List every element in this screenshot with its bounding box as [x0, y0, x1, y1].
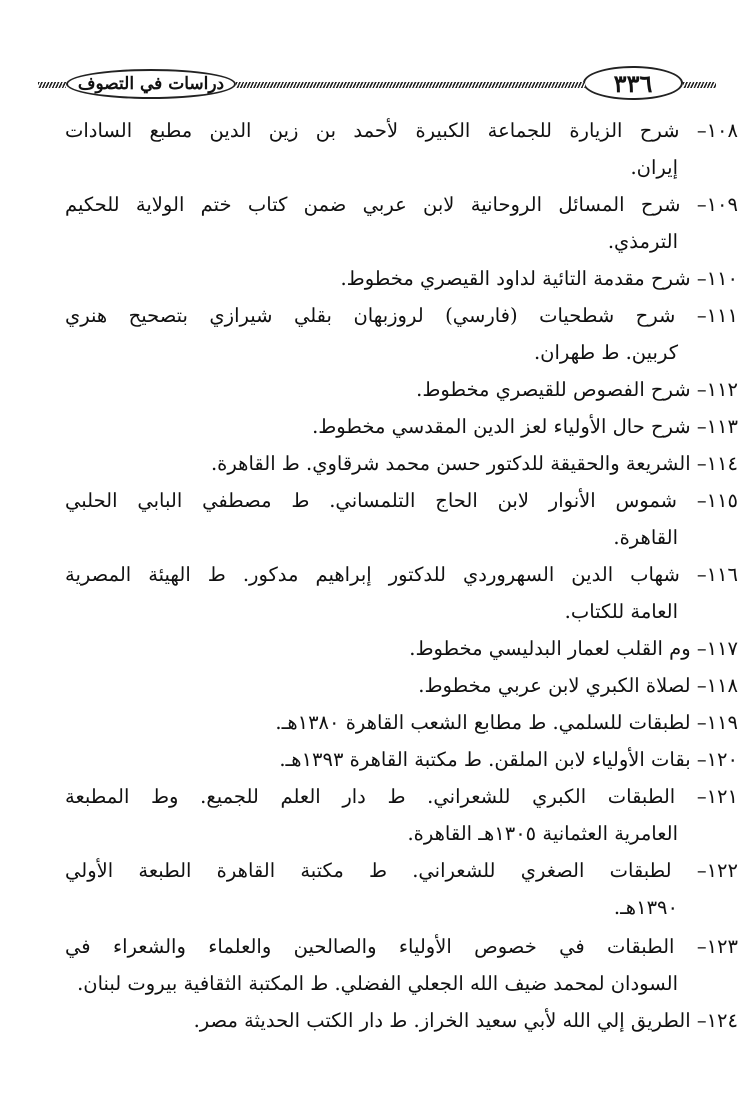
entry-113: ١١٣– شرح حال الأولياء لعز الدين المقدسي مخطوط.	[312, 415, 738, 438]
entry-117: ١١٧– وم القلب لعمار البدليسي مخطوط.	[409, 637, 738, 660]
header-rule-middle	[236, 82, 585, 88]
entry-115-line-1: ١١٥– شموس الأنوار لابن الحاج التلمساني. ط مصطفي البابي الحلبي	[65, 489, 738, 512]
page-number: ٣٣٦	[583, 66, 683, 100]
entry-112: ١١٢– شرح الفصوص للقيصري مخطوط.	[416, 378, 738, 401]
entry-118: ١١٨– لصلاة الكبري لابن عربي مخطوط.	[418, 674, 738, 697]
entry-121-line-1: ١٢١– الطبقات الكبري للشعراني. ط دار العلم للجميع. وط المطبعة	[65, 785, 738, 808]
book-title: دراسات في التصوف	[66, 69, 236, 99]
entry-116-line-1: ١١٦– شهاب الدين السهروردي للدكتور إبراهيم مدكور. ط الهيئة المصرية	[65, 563, 738, 586]
entry-111-line-1: ١١١– شرح شطحيات (فارسي) لروزبهان بقلي شيرازي بتصحيح هنري	[65, 304, 738, 327]
entry-108-line-1: ١٠٨– شرح الزيارة للجماعة الكبيرة لأحمد بن زين الدين مطبع السادات	[65, 119, 738, 142]
entry-109-line-2: الترمذي.	[607, 230, 678, 253]
entry-114: ١١٤– الشريعة والحقيقة للدكتور حسن محمد شرقاوي. ط القاهرة.	[210, 452, 738, 475]
header-rule-left	[38, 82, 66, 88]
entry-120: ١٢٠– بقات الأولياء لابن الملقن. ط مكتبة القاهرة ١٣٩٣هـ.	[279, 748, 738, 771]
entry-123-line-2: السودان لمحمد ضيف الله الجعلي الفضلي. ط المكتبة الثقافية بيروت لبنان.	[77, 972, 678, 995]
entry-111-line-2: كربين. ط طهران.	[533, 341, 678, 364]
header-rule-right	[683, 82, 716, 88]
entry-122-line-2: ١٣٩٠هـ.	[613, 896, 678, 919]
entry-122-line-1: ١٢٢– لطبقات الصغري للشعراني. ط مكتبة القاهرة الطبعة الأولي	[65, 859, 738, 882]
entry-115-line-2: القاهرة.	[613, 526, 678, 549]
entry-119: ١١٩– لطبقات للسلمي. ط مطابع الشعب القاهرة ١٣٨٠هـ.	[275, 711, 738, 734]
entry-110: ١١٠– شرح مقدمة التائية لداود القيصري مخطوط.	[340, 267, 738, 290]
entry-109-line-1: ١٠٩– شرح المسائل الروحانية لابن عربي ضمن كتاب ختم الولاية للحكيم	[65, 193, 738, 216]
entry-123-line-1: ١٢٣– الطبقات في خصوص الأولياء والصالحين والعلماء والشعراء في	[65, 935, 738, 958]
page-header	[38, 66, 716, 102]
entry-108-line-2: إيران.	[630, 156, 678, 179]
entry-116-line-2: العامة للكتاب.	[564, 600, 678, 623]
bibliography-list	[40, 112, 738, 1039]
entry-124: ١٢٤– الطريق إلي الله لأبي سعيد الخراز. ط دار الكتب الحديثة مصر.	[193, 1009, 738, 1032]
entry-121-line-2: العامرية العثمانية ١٣٠٥هـ القاهرة.	[407, 822, 678, 845]
